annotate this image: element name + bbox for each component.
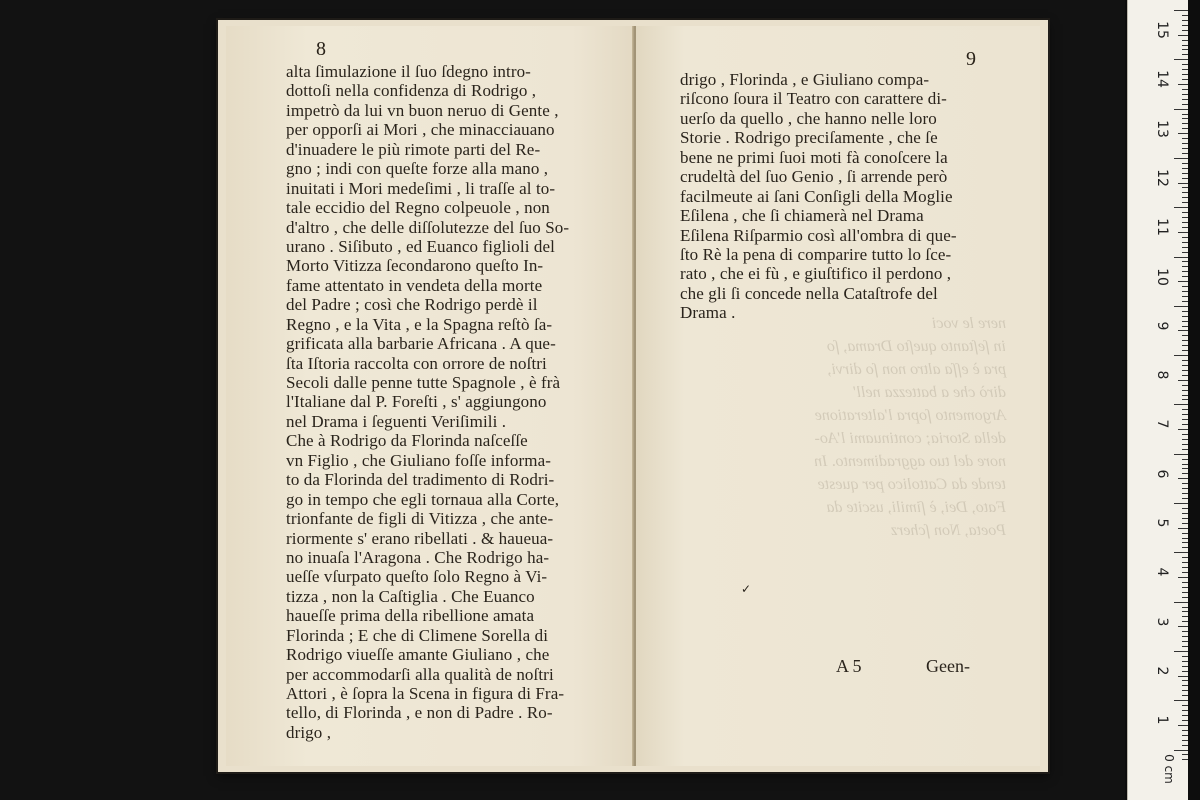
bleed-line: tende da Cattolico per queste — [817, 476, 1006, 493]
ruler-tick — [1182, 483, 1188, 484]
ruler-tick — [1174, 602, 1188, 603]
ruler-number: 6 — [1154, 469, 1170, 479]
ruler-tick — [1182, 611, 1188, 612]
ruler-tick — [1174, 59, 1188, 60]
bleed-line: Poeta, Non ſcherz — [890, 522, 1006, 539]
ruler-tick — [1182, 390, 1188, 391]
page-number-left: 8 — [316, 38, 326, 60]
ruler-tick — [1182, 567, 1188, 568]
ruler-tick — [1182, 345, 1188, 346]
ruler-tick — [1182, 680, 1188, 681]
ruler-tick — [1182, 690, 1188, 691]
ruler-tick — [1182, 592, 1188, 593]
ruler-tick — [1182, 582, 1188, 583]
ruler-tick — [1182, 646, 1188, 647]
ruler-tick — [1182, 375, 1188, 376]
ruler-tick — [1182, 197, 1188, 198]
bleed-line: della Storia; continuami l'Ao- — [814, 430, 1006, 447]
text-line: to da Florinda del tradimento di Rodri- — [286, 470, 555, 490]
text-line: riſcono ſoura il Teatro con carattere di- — [680, 89, 947, 109]
ruler-tick — [1182, 666, 1188, 667]
ruler-tick — [1182, 597, 1188, 598]
ruler-tick — [1182, 621, 1188, 622]
measuring-ruler — [1127, 0, 1188, 800]
text-line: urano . Siſibuto , ed Euanco figlioli del — [286, 236, 555, 256]
ruler-tick — [1182, 493, 1188, 494]
ruler-tick — [1182, 464, 1188, 465]
ruler-tick — [1182, 518, 1188, 519]
ruler-unit-label: 0 cm — [1161, 754, 1176, 784]
ruler-tick — [1182, 444, 1188, 445]
ruler-tick — [1178, 725, 1188, 726]
ruler-tick — [1182, 261, 1188, 262]
text-line: fame attentato in vendeta della morte — [286, 275, 543, 295]
ruler-tick — [1182, 123, 1188, 124]
ruler-tick — [1182, 340, 1188, 341]
ruler-tick — [1182, 661, 1188, 662]
text-line: d'inuadere le più rimote parti del Re- — [286, 139, 541, 159]
text-line: no inuaſa l'Aragona . Che Rodrigo ha- — [286, 547, 550, 567]
ruler-number: 11 — [1154, 218, 1170, 237]
ruler-tick — [1174, 355, 1188, 356]
ruler-tick — [1182, 439, 1188, 440]
text-line: Attori , è ſopra la Scena in figura di Fra- — [286, 684, 565, 703]
ruler-tick — [1182, 301, 1188, 302]
text-line: drigo , Florinda , e Giuliano compa- — [680, 70, 930, 89]
ruler-tick — [1182, 538, 1188, 539]
ruler-tick — [1178, 528, 1188, 529]
ruler-tick — [1182, 296, 1188, 297]
text-line: Rodrigo viueſſe amante Giuliano , che — [286, 645, 550, 665]
ruler-tick — [1182, 25, 1188, 26]
text-line: alta ſimulazione il ſuo ſdegno intro- — [286, 62, 531, 81]
ruler-tick — [1178, 84, 1188, 85]
ruler-tick — [1182, 148, 1188, 149]
right-page-text — [680, 70, 1000, 323]
ruler-tick — [1182, 705, 1188, 706]
text-line: gno ; indi con queſte forze alla mano , — [286, 159, 549, 179]
ruler-tick — [1178, 626, 1188, 627]
ruler-tick — [1174, 503, 1188, 504]
text-line: ueſſe vſurpato queſto ſolo Regno à Vi- — [286, 567, 548, 587]
ruler-tick — [1182, 656, 1188, 657]
ruler-tick — [1182, 94, 1188, 95]
ruler-tick — [1182, 735, 1188, 736]
ruler-tick — [1182, 607, 1188, 608]
ruler-tick — [1182, 237, 1188, 238]
catchword: Geen- — [926, 656, 970, 676]
ruler-tick — [1182, 542, 1188, 543]
ruler-number: 10 — [1154, 267, 1170, 286]
ruler-tick — [1174, 158, 1188, 159]
ruler-tick — [1182, 715, 1188, 716]
bleed-line: Argomento ſopra l'alteratione — [814, 407, 1006, 424]
ruler-tick — [1182, 414, 1188, 415]
bleed-line: nere le voci — [931, 315, 1006, 332]
text-line: per opporſi ai Mori , che minacciauano — [286, 120, 555, 140]
ruler-tick — [1182, 759, 1188, 760]
text-line: trionfante de figli di Vitizza , che ante- — [286, 509, 554, 529]
text-line: Morto Vitizza ſecondarono queſto In- — [286, 256, 544, 276]
ruler-tick — [1174, 750, 1188, 751]
ruler-tick — [1182, 222, 1188, 223]
bleed-line: nore del tuo aggradimento. In — [814, 453, 1006, 470]
text-line: tello, di Florinda , e non di Padre . Ro- — [286, 703, 553, 723]
text-line: Regno , e la Vita , e la Spagna reſtò ſa- — [286, 314, 553, 334]
text-line: crudeltà del ſuo Genio , ſi arrende però — [680, 167, 948, 187]
ruler-tick — [1178, 183, 1188, 184]
ruler-number: 13 — [1154, 119, 1170, 138]
text-line: d'altro , che delle diſſolutezze del ſuo So- — [286, 217, 570, 237]
ruler-tick — [1182, 20, 1188, 21]
bleed-through-text — [676, 312, 1006, 542]
bleed-line: in ſeſtanto queſto Drama, ſo — [826, 338, 1006, 355]
ruler-tick — [1182, 202, 1188, 203]
ruler-tick — [1182, 671, 1188, 672]
ruler-tick — [1178, 281, 1188, 282]
ruler-number: 14 — [1154, 70, 1170, 89]
left-page — [226, 26, 634, 766]
ruler-tick — [1182, 143, 1188, 144]
ruler-number: 1 — [1154, 715, 1170, 725]
ruler-tick — [1182, 271, 1188, 272]
text-line: Storie . Rodrigo preciſamente , che ſe — [680, 128, 938, 148]
ruler-tick — [1182, 326, 1188, 327]
ruler-tick — [1182, 641, 1188, 642]
ruler-tick — [1182, 562, 1188, 563]
ruler-tick — [1182, 459, 1188, 460]
ruler-tick — [1182, 276, 1188, 277]
ruler-tick — [1182, 153, 1188, 154]
open-book — [218, 20, 1048, 772]
ruler-tick — [1174, 257, 1188, 258]
ruler-tick — [1182, 74, 1188, 75]
text-line: vn Figlio , che Giuliano foſſe informa- — [286, 450, 551, 470]
text-line: haueſſe prima della ribellione amata — [286, 606, 535, 626]
ruler-tick — [1182, 15, 1188, 16]
ruler-tick — [1174, 651, 1188, 652]
ruler-tick — [1182, 252, 1188, 253]
ruler-tick — [1182, 217, 1188, 218]
ruler-tick — [1182, 523, 1188, 524]
ruler-tick — [1182, 631, 1188, 632]
ruler-tick — [1182, 335, 1188, 336]
ruler-tick — [1182, 360, 1188, 361]
ruler-tick — [1182, 710, 1188, 711]
text-line: dottoſi nella confidenza di Rodrigo , — [286, 81, 537, 101]
ruler-number: 15 — [1154, 21, 1170, 39]
ruler-tick — [1182, 227, 1188, 228]
ruler-tick — [1182, 508, 1188, 509]
ruler-tick — [1182, 557, 1188, 558]
ink-mark: ✓ — [741, 582, 752, 596]
ruler-tick — [1182, 89, 1188, 90]
ruler-tick — [1182, 740, 1188, 741]
ruler-tick — [1178, 478, 1188, 479]
text-line: Secoli dalle penne tutte Spagnole , è frà — [286, 373, 561, 392]
ruler-tick — [1182, 468, 1188, 469]
ruler-tick — [1174, 404, 1188, 405]
text-line: ſta Iſtoria raccolta con orrore de noſtri — [286, 353, 547, 373]
text-line: Che à Rodrigo da Florinda naſceſſe — [286, 431, 528, 451]
text-line: riormente s' erano ribellati . & haueua- — [286, 528, 554, 548]
ruler-tick — [1182, 49, 1188, 50]
ruler-tick — [1182, 385, 1188, 386]
text-line: impetrò da lui vn buon neruo di Gente , — [286, 100, 559, 120]
ruler-tick — [1182, 178, 1188, 179]
ruler-tick — [1182, 163, 1188, 164]
ruler-tick — [1182, 685, 1188, 686]
text-line: del Padre ; così che Rodrigo perdè il — [286, 295, 538, 315]
ruler-tick — [1182, 395, 1188, 396]
ruler-number: 9 — [1154, 321, 1170, 331]
ruler-number: 8 — [1154, 370, 1170, 380]
text-line: tizza , non la Caſtiglia . Che Euanco — [286, 586, 535, 606]
text-line: rato , che ei fù , e giuſtifico il perdono , — [680, 264, 952, 284]
ruler-number: 5 — [1154, 518, 1170, 528]
ruler-tick — [1182, 695, 1188, 696]
text-line: inuitati i Mori medeſimi , li traſſe al to- — [286, 178, 556, 198]
ruler-tick — [1182, 498, 1188, 499]
ruler-tick — [1182, 572, 1188, 573]
ruler-tick — [1182, 30, 1188, 31]
ruler-tick — [1182, 187, 1188, 188]
text-line: grificata alla barbarie Africana . A que- — [286, 334, 556, 354]
ruler-tick — [1174, 552, 1188, 553]
ruler-tick — [1182, 730, 1188, 731]
text-line: l'Italiane dal P. Foreſti , s' aggiungono — [286, 392, 547, 412]
ruler-tick — [1182, 616, 1188, 617]
ruler-tick — [1182, 40, 1188, 41]
ruler-tick — [1182, 247, 1188, 248]
ruler-tick — [1182, 286, 1188, 287]
bleed-line: dirò che a battezza nell' — [853, 384, 1006, 401]
ruler-tick — [1174, 207, 1188, 208]
text-line: Eſilena Riſparmio così all'ombra di que- — [680, 225, 957, 245]
ruler-tick — [1178, 676, 1188, 677]
ruler-tick — [1182, 399, 1188, 400]
ruler-tick — [1174, 10, 1188, 11]
ruler-tick — [1174, 109, 1188, 110]
ruler-number: 3 — [1154, 617, 1170, 627]
ruler-tick — [1178, 35, 1188, 36]
text-line: tale eccidio del Regno colpeuole , non — [286, 198, 550, 218]
text-line: per accommodarſi alla qualità de noſtri — [286, 664, 554, 684]
ruler-tick — [1182, 79, 1188, 80]
ruler-tick — [1182, 409, 1188, 410]
ruler-tick — [1182, 311, 1188, 312]
ruler-tick — [1182, 745, 1188, 746]
ruler-tick — [1182, 547, 1188, 548]
ruler-tick — [1182, 434, 1188, 435]
ruler-tick — [1178, 232, 1188, 233]
bleed-line: Fato, Dei, è ſimili, uscite da — [826, 499, 1006, 516]
ruler-tick — [1182, 128, 1188, 129]
ruler-tick — [1182, 424, 1188, 425]
ruler-tick — [1178, 577, 1188, 578]
ruler-tick — [1182, 173, 1188, 174]
ruler-tick — [1174, 454, 1188, 455]
ruler-tick — [1174, 306, 1188, 307]
ruler-tick — [1182, 370, 1188, 371]
ruler-tick — [1182, 533, 1188, 534]
ruler-tick — [1182, 99, 1188, 100]
ruler-tick — [1178, 330, 1188, 331]
ruler-tick — [1182, 104, 1188, 105]
ruler-tick — [1182, 291, 1188, 292]
ruler-tick — [1182, 266, 1188, 267]
bleed-line: pra è eſſa altro non ſo dirvi, — [827, 361, 1006, 378]
ruler-tick — [1178, 429, 1188, 430]
ruler-tick — [1182, 587, 1188, 588]
ruler-tick — [1178, 380, 1188, 381]
ruler-tick — [1182, 192, 1188, 193]
ruler-tick — [1182, 321, 1188, 322]
ruler-number: 7 — [1154, 419, 1170, 429]
text-line: ſto Rè la pena di comparire tutto lo ſce- — [680, 244, 952, 264]
ruler-tick — [1182, 168, 1188, 169]
ruler-tick — [1182, 316, 1188, 317]
ruler-tick — [1182, 636, 1188, 637]
page-number-right: 9 — [966, 48, 976, 70]
ruler-tick — [1182, 754, 1188, 755]
ruler-tick — [1182, 473, 1188, 474]
ruler-tick — [1182, 488, 1188, 489]
text-line: che gli ſi concede nella Cataſtrofe del — [680, 283, 938, 303]
text-line: Florinda ; E che di Climene Sorella di — [286, 625, 549, 645]
text-line: go in tempo che egli tornaua alla Corte, — [286, 489, 560, 509]
ruler-tick — [1182, 350, 1188, 351]
ruler-tick — [1182, 513, 1188, 514]
right-page — [636, 26, 1040, 766]
ruler-tick — [1182, 242, 1188, 243]
ruler-tick — [1182, 54, 1188, 55]
ruler-tick — [1182, 114, 1188, 115]
ruler-tick — [1178, 133, 1188, 134]
text-line: facilmeute ai ſani Conſigli della Moglie — [680, 186, 953, 206]
ruler-tick — [1182, 419, 1188, 420]
ruler-tick — [1182, 64, 1188, 65]
text-line: drigo , — [286, 722, 332, 742]
text-line: nel Drama i ſeguenti Veriſimili . — [286, 411, 507, 431]
ruler-tick — [1182, 118, 1188, 119]
ruler-number: 2 — [1154, 666, 1170, 676]
ruler-tick — [1182, 45, 1188, 46]
signature-mark: A 5 — [836, 656, 862, 676]
ruler-tick — [1182, 138, 1188, 139]
text-line: Drama . — [680, 303, 736, 323]
text-line: bene ne primi ſuoi moti fà conoſcere la — [680, 147, 948, 167]
ruler-number: 12 — [1154, 168, 1170, 187]
text-line: uerſo da quello , che hanno nelle loro — [680, 108, 937, 128]
ruler-tick — [1182, 69, 1188, 70]
ruler-number: 4 — [1154, 567, 1170, 577]
ruler-tick — [1182, 365, 1188, 366]
ruler-tick — [1174, 700, 1188, 701]
left-page-text — [286, 62, 596, 742]
ruler-tick — [1182, 212, 1188, 213]
ruler-tick — [1182, 720, 1188, 721]
ruler-tick — [1182, 449, 1188, 450]
text-line: Eſilena , che ſi chiamerà nel Drama — [680, 206, 924, 226]
